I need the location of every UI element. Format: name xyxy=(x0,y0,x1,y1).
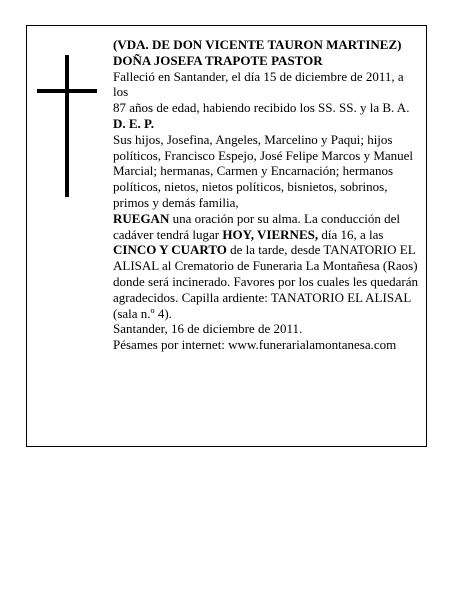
ruegan-text-c: de la tarde, desde TANATORIO EL ALISAL al Crematorio de Funeraria La Montañesa (Raos) donde será incinerado. Favores por los cuales les quedarán agradecidos. Capilla ardiente: TANATORIO EL ALISAL (sala n.º 4). xyxy=(113,242,419,321)
ruegan-paragraph xyxy=(113,211,420,322)
hoy-viernes: HOY, VIERNES, xyxy=(222,226,319,242)
ruegan-text-a: una oración por su alma. La conducción del cadáver tendrá lugar xyxy=(113,210,401,242)
pesames-line: Pésames por internet: www.funerarialamontanesa.com xyxy=(113,337,397,353)
family-paragraph: Sus hijos, Josefina, Angeles, Marcelino y Paqui; hijos políticos, Francisco Espejo, José Felipe Marcos y Manuel Marcial; hermanas, Carmen y Encarnación; hermanos políticos, nietos, nietos políticos, bisnietos, sobrinos, primos y demás familia, xyxy=(113,131,414,210)
obituary-text xyxy=(113,37,420,353)
place-date-line: Santander, 16 de diciembre de 2011. xyxy=(113,321,303,337)
ruegan-text-b: día 16, a las xyxy=(318,226,384,242)
cross-vertical-bar xyxy=(65,55,69,197)
dep-line: D. E. P. xyxy=(113,115,155,131)
cross-icon xyxy=(37,55,97,197)
death-line-1: Falleció en Santander, el día 15 de diciembre de 2011, a los xyxy=(113,68,404,100)
deceased-name: DOÑA JOSEFA TRAPOTE PASTOR xyxy=(113,52,323,68)
cross-horizontal-bar xyxy=(37,89,97,93)
cinco-y-cuarto: CINCO Y CUARTO xyxy=(113,242,227,258)
ruegan-word: RUEGAN xyxy=(113,210,170,226)
death-line-2: 87 años de edad, habiendo recibido los SS. SS. y la B. A. xyxy=(113,100,410,116)
widow-line: (VDA. DE DON VICENTE TAURON MARTINEZ) xyxy=(113,37,402,52)
